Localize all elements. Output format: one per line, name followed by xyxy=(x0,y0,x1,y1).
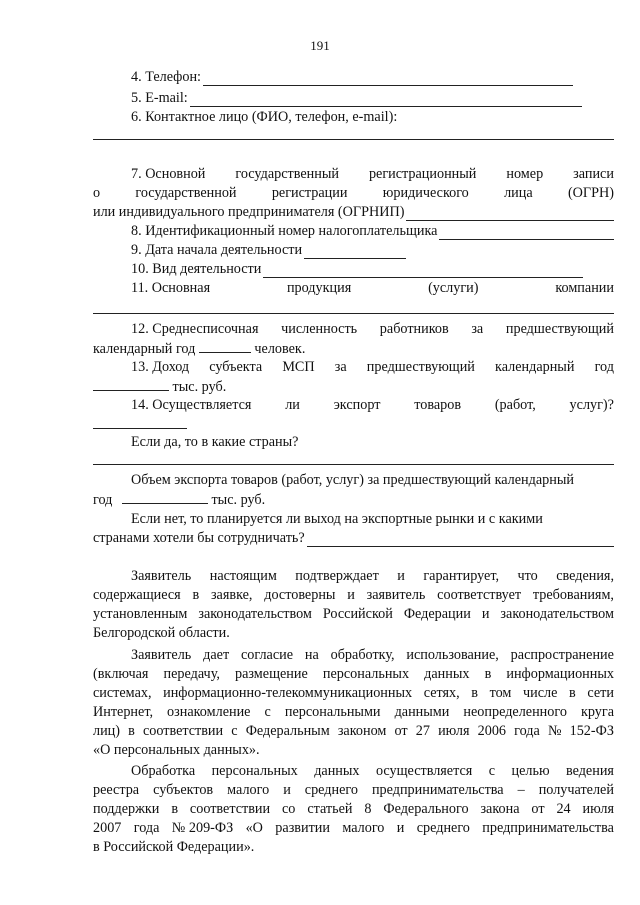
word: передачу, xyxy=(163,666,220,682)
word: Федеральным xyxy=(245,723,330,739)
word: гарантирует, xyxy=(423,568,500,584)
para3-line2 xyxy=(93,781,614,799)
word: (ОГРН) xyxy=(567,185,614,201)
income-blank xyxy=(93,377,169,391)
para2-line5 xyxy=(93,722,614,740)
page-number: 191 xyxy=(310,38,330,53)
word: о xyxy=(93,185,101,201)
word: за xyxy=(334,359,347,375)
word: Обработка xyxy=(131,763,196,779)
field-headcount-line2 xyxy=(93,339,614,357)
field-inn-blank xyxy=(439,226,614,240)
word: Интернет, xyxy=(93,704,153,720)
word: реестра xyxy=(93,782,140,798)
word: персональными xyxy=(284,704,381,720)
field-activity-blank xyxy=(263,264,583,278)
field-inn-label: 8. Идентификационный номер налогоплательщика xyxy=(131,223,438,239)
word: компании xyxy=(555,280,614,296)
word: Федерального xyxy=(383,801,469,817)
word: системах, xyxy=(93,685,152,701)
word: за xyxy=(471,321,484,337)
field-income-line2 xyxy=(93,377,614,395)
para3-line5: в Российской Федерации». xyxy=(93,839,255,855)
word: соответствует xyxy=(437,587,522,603)
para3-line4 xyxy=(93,819,614,837)
export-plan-line2 xyxy=(93,529,614,547)
word: Федерации xyxy=(403,606,471,622)
word: среднего xyxy=(304,782,358,798)
countries-question: Если да, то в какие страны? xyxy=(131,434,299,450)
word: заявке, xyxy=(210,587,253,603)
field-start-date xyxy=(131,241,614,259)
word: в xyxy=(192,587,200,603)
word: и xyxy=(481,606,490,622)
word: от xyxy=(394,723,408,739)
export-volume-line1: Объем экспорта товаров (работ, услуг) за предшествующий календарный xyxy=(131,472,574,488)
field-ogrn-label: или индивидуального предпринимателя (ОГРНИП) xyxy=(93,204,405,220)
word: июля xyxy=(438,723,470,739)
word: экспорт xyxy=(333,397,381,413)
word: заявитель xyxy=(366,587,426,603)
export-volume-blank xyxy=(122,490,208,504)
word: на xyxy=(304,647,319,663)
field-email-label: 5. E-mail: xyxy=(131,90,188,106)
word: со xyxy=(282,801,296,817)
word: 152-ФЗ xyxy=(569,723,614,739)
word: сети xyxy=(587,685,614,701)
word: субъектов xyxy=(153,782,214,798)
word: размещение xyxy=(235,666,308,682)
export-volume-unit: тыс. руб. xyxy=(211,492,266,508)
para1-line2 xyxy=(93,586,614,604)
field-email-blank xyxy=(190,93,582,107)
word: 13. Доход xyxy=(131,359,190,375)
word: предпринимательства xyxy=(371,782,504,798)
headcount-label: календарный год xyxy=(93,341,196,357)
field-headcount-line1 xyxy=(131,320,614,338)
word: сведения, xyxy=(556,568,614,584)
word: записи xyxy=(573,166,614,182)
word: в xyxy=(484,666,492,682)
word: что xyxy=(517,568,538,584)
word: (услуги) xyxy=(428,280,479,296)
word: установленным xyxy=(93,606,188,622)
word: соответствии xyxy=(189,801,271,817)
field-inn xyxy=(131,222,614,240)
word: года xyxy=(514,723,540,739)
field-start-date-blank xyxy=(304,245,406,259)
export-plan-line1: Если нет, то планируется ли выход на экспортные рынки и с какими xyxy=(131,511,543,527)
word: июля xyxy=(582,801,614,817)
word: статьей xyxy=(307,801,353,817)
word: достоверны xyxy=(264,587,336,603)
word: 14. Осуществляется xyxy=(131,397,252,413)
word: 11. Основная xyxy=(131,280,211,296)
field-products-blank xyxy=(93,313,614,314)
word: развитии xyxy=(275,820,330,836)
word: 8 xyxy=(364,801,372,817)
word: получателей xyxy=(538,782,614,798)
word: ведения xyxy=(565,763,614,779)
field-export xyxy=(131,396,614,414)
headcount-blank xyxy=(199,339,251,353)
field-ogrn-line2 xyxy=(93,184,614,202)
word: поддержки xyxy=(93,801,160,817)
word: с xyxy=(488,763,496,779)
word: государственный xyxy=(235,166,339,182)
word: и xyxy=(347,587,355,603)
word: использование, xyxy=(406,647,499,663)
field-contact-label: 6. Контактное лицо (ФИО, телефон, e-mail): xyxy=(131,109,398,125)
word: (включая xyxy=(93,666,149,682)
word: в xyxy=(569,685,576,701)
word: Российской xyxy=(322,606,393,622)
para2-line4 xyxy=(93,703,614,721)
word: в xyxy=(128,723,135,739)
word: среднего xyxy=(416,820,470,836)
export-volume-label: год xyxy=(93,492,113,508)
word: услуг)? xyxy=(569,397,614,413)
field-start-date-label: 9. Дата начала деятельности xyxy=(131,242,303,258)
word: содержащиеся xyxy=(93,587,181,603)
field-ogrn-line3 xyxy=(93,203,614,221)
word: календарный xyxy=(495,359,575,375)
word: персональных xyxy=(211,763,298,779)
word: номер xyxy=(506,166,544,182)
word: сетях, xyxy=(423,685,460,701)
field-phone-label: 4. Телефон: xyxy=(131,69,201,85)
word: настоящим xyxy=(209,568,277,584)
word: законодательством xyxy=(198,606,312,622)
word: год xyxy=(594,359,614,375)
word: том xyxy=(489,685,512,701)
field-contact-blank xyxy=(93,139,614,140)
word: субъекта xyxy=(209,359,263,375)
word: Заявитель xyxy=(131,647,192,663)
field-income-line1 xyxy=(131,358,614,376)
word: данными xyxy=(394,704,450,720)
word: с xyxy=(264,704,271,720)
para2-line1 xyxy=(131,646,614,664)
word: ли xyxy=(285,397,300,413)
field-phone xyxy=(131,68,614,86)
word: регистрации xyxy=(271,185,348,201)
word: малого xyxy=(227,782,270,798)
word: – xyxy=(517,782,525,798)
word: малого xyxy=(342,820,385,836)
word: государственной xyxy=(135,185,237,201)
word: МСП xyxy=(282,359,315,375)
word: регистрационный xyxy=(368,166,477,182)
word: соответствии xyxy=(142,723,224,739)
word: персональных xyxy=(322,666,410,682)
word: в xyxy=(471,685,478,701)
export-plan-label: странами хотели бы сотрудничать? xyxy=(93,530,305,546)
word: юридического xyxy=(382,185,469,201)
word: и xyxy=(397,568,405,584)
word: законом xyxy=(337,723,387,739)
word: (работ, xyxy=(494,397,536,413)
word: данных xyxy=(424,666,470,682)
para3-line3 xyxy=(93,800,614,818)
word: информационных xyxy=(506,666,614,682)
para1-line1 xyxy=(131,567,614,585)
word: законодательством xyxy=(500,606,614,622)
word: работников xyxy=(379,321,449,337)
word: лиц) xyxy=(93,723,120,739)
para3-line1 xyxy=(131,762,614,780)
word: закона xyxy=(480,801,520,817)
word: 2007 xyxy=(93,820,122,836)
word: числе xyxy=(523,685,558,701)
word: неопределенного xyxy=(463,704,567,720)
word: и xyxy=(283,782,291,798)
word: «О xyxy=(245,820,263,836)
word: 2006 xyxy=(477,723,507,739)
word: № 209-ФЗ xyxy=(171,820,234,836)
export-plan-blank xyxy=(307,533,614,547)
word: и xyxy=(396,820,405,836)
field-products xyxy=(131,279,614,297)
income-unit: тыс. руб. xyxy=(172,379,227,395)
word: в xyxy=(171,801,179,817)
word: года xyxy=(133,820,160,836)
para1-line3 xyxy=(93,605,614,623)
export-volume-line2 xyxy=(93,490,614,508)
word: согласие xyxy=(240,647,294,663)
word: данных xyxy=(314,763,360,779)
field-export-blank xyxy=(93,428,187,429)
word: лица xyxy=(504,185,533,201)
word: подтверждает xyxy=(295,568,379,584)
word: от xyxy=(531,801,545,817)
word: 27 xyxy=(415,723,430,739)
word: численность xyxy=(281,321,358,337)
word: требованиям, xyxy=(532,587,614,603)
field-activity-label: 10. Вид деятельности xyxy=(131,261,262,277)
word: дает xyxy=(203,647,230,663)
countries-blank xyxy=(93,464,614,465)
word: 24 xyxy=(556,801,571,817)
word: ознакомление xyxy=(167,704,251,720)
word: предшествующий xyxy=(505,321,614,337)
word: осуществляется xyxy=(375,763,473,779)
word: № xyxy=(547,723,562,739)
para2-line2 xyxy=(93,665,614,683)
headcount-unit: человек. xyxy=(254,341,306,357)
field-ogrn-line1 xyxy=(131,165,614,183)
word: распространение xyxy=(510,647,614,663)
word: круга xyxy=(580,704,614,720)
word: предпринимательства xyxy=(482,820,614,836)
word: информационно-телекоммуникационных xyxy=(163,685,413,701)
word: товаров xyxy=(414,397,462,413)
word: предшествующий xyxy=(366,359,475,375)
para2-line3 xyxy=(93,684,614,702)
field-email xyxy=(131,89,614,107)
word: обработку, xyxy=(330,647,395,663)
word: с xyxy=(231,723,238,739)
word: 7. Основной xyxy=(131,166,206,182)
word: 12. Среднесписочная xyxy=(131,321,259,337)
field-ogrn-blank xyxy=(406,207,614,221)
word: целью xyxy=(511,763,550,779)
para1-line4: Белгородской области. xyxy=(93,625,230,641)
field-activity xyxy=(131,260,614,278)
word: Заявитель xyxy=(131,568,192,584)
para2-line6: «О персональных данных». xyxy=(93,742,260,758)
field-phone-blank xyxy=(203,72,573,86)
word: продукция xyxy=(286,280,352,296)
